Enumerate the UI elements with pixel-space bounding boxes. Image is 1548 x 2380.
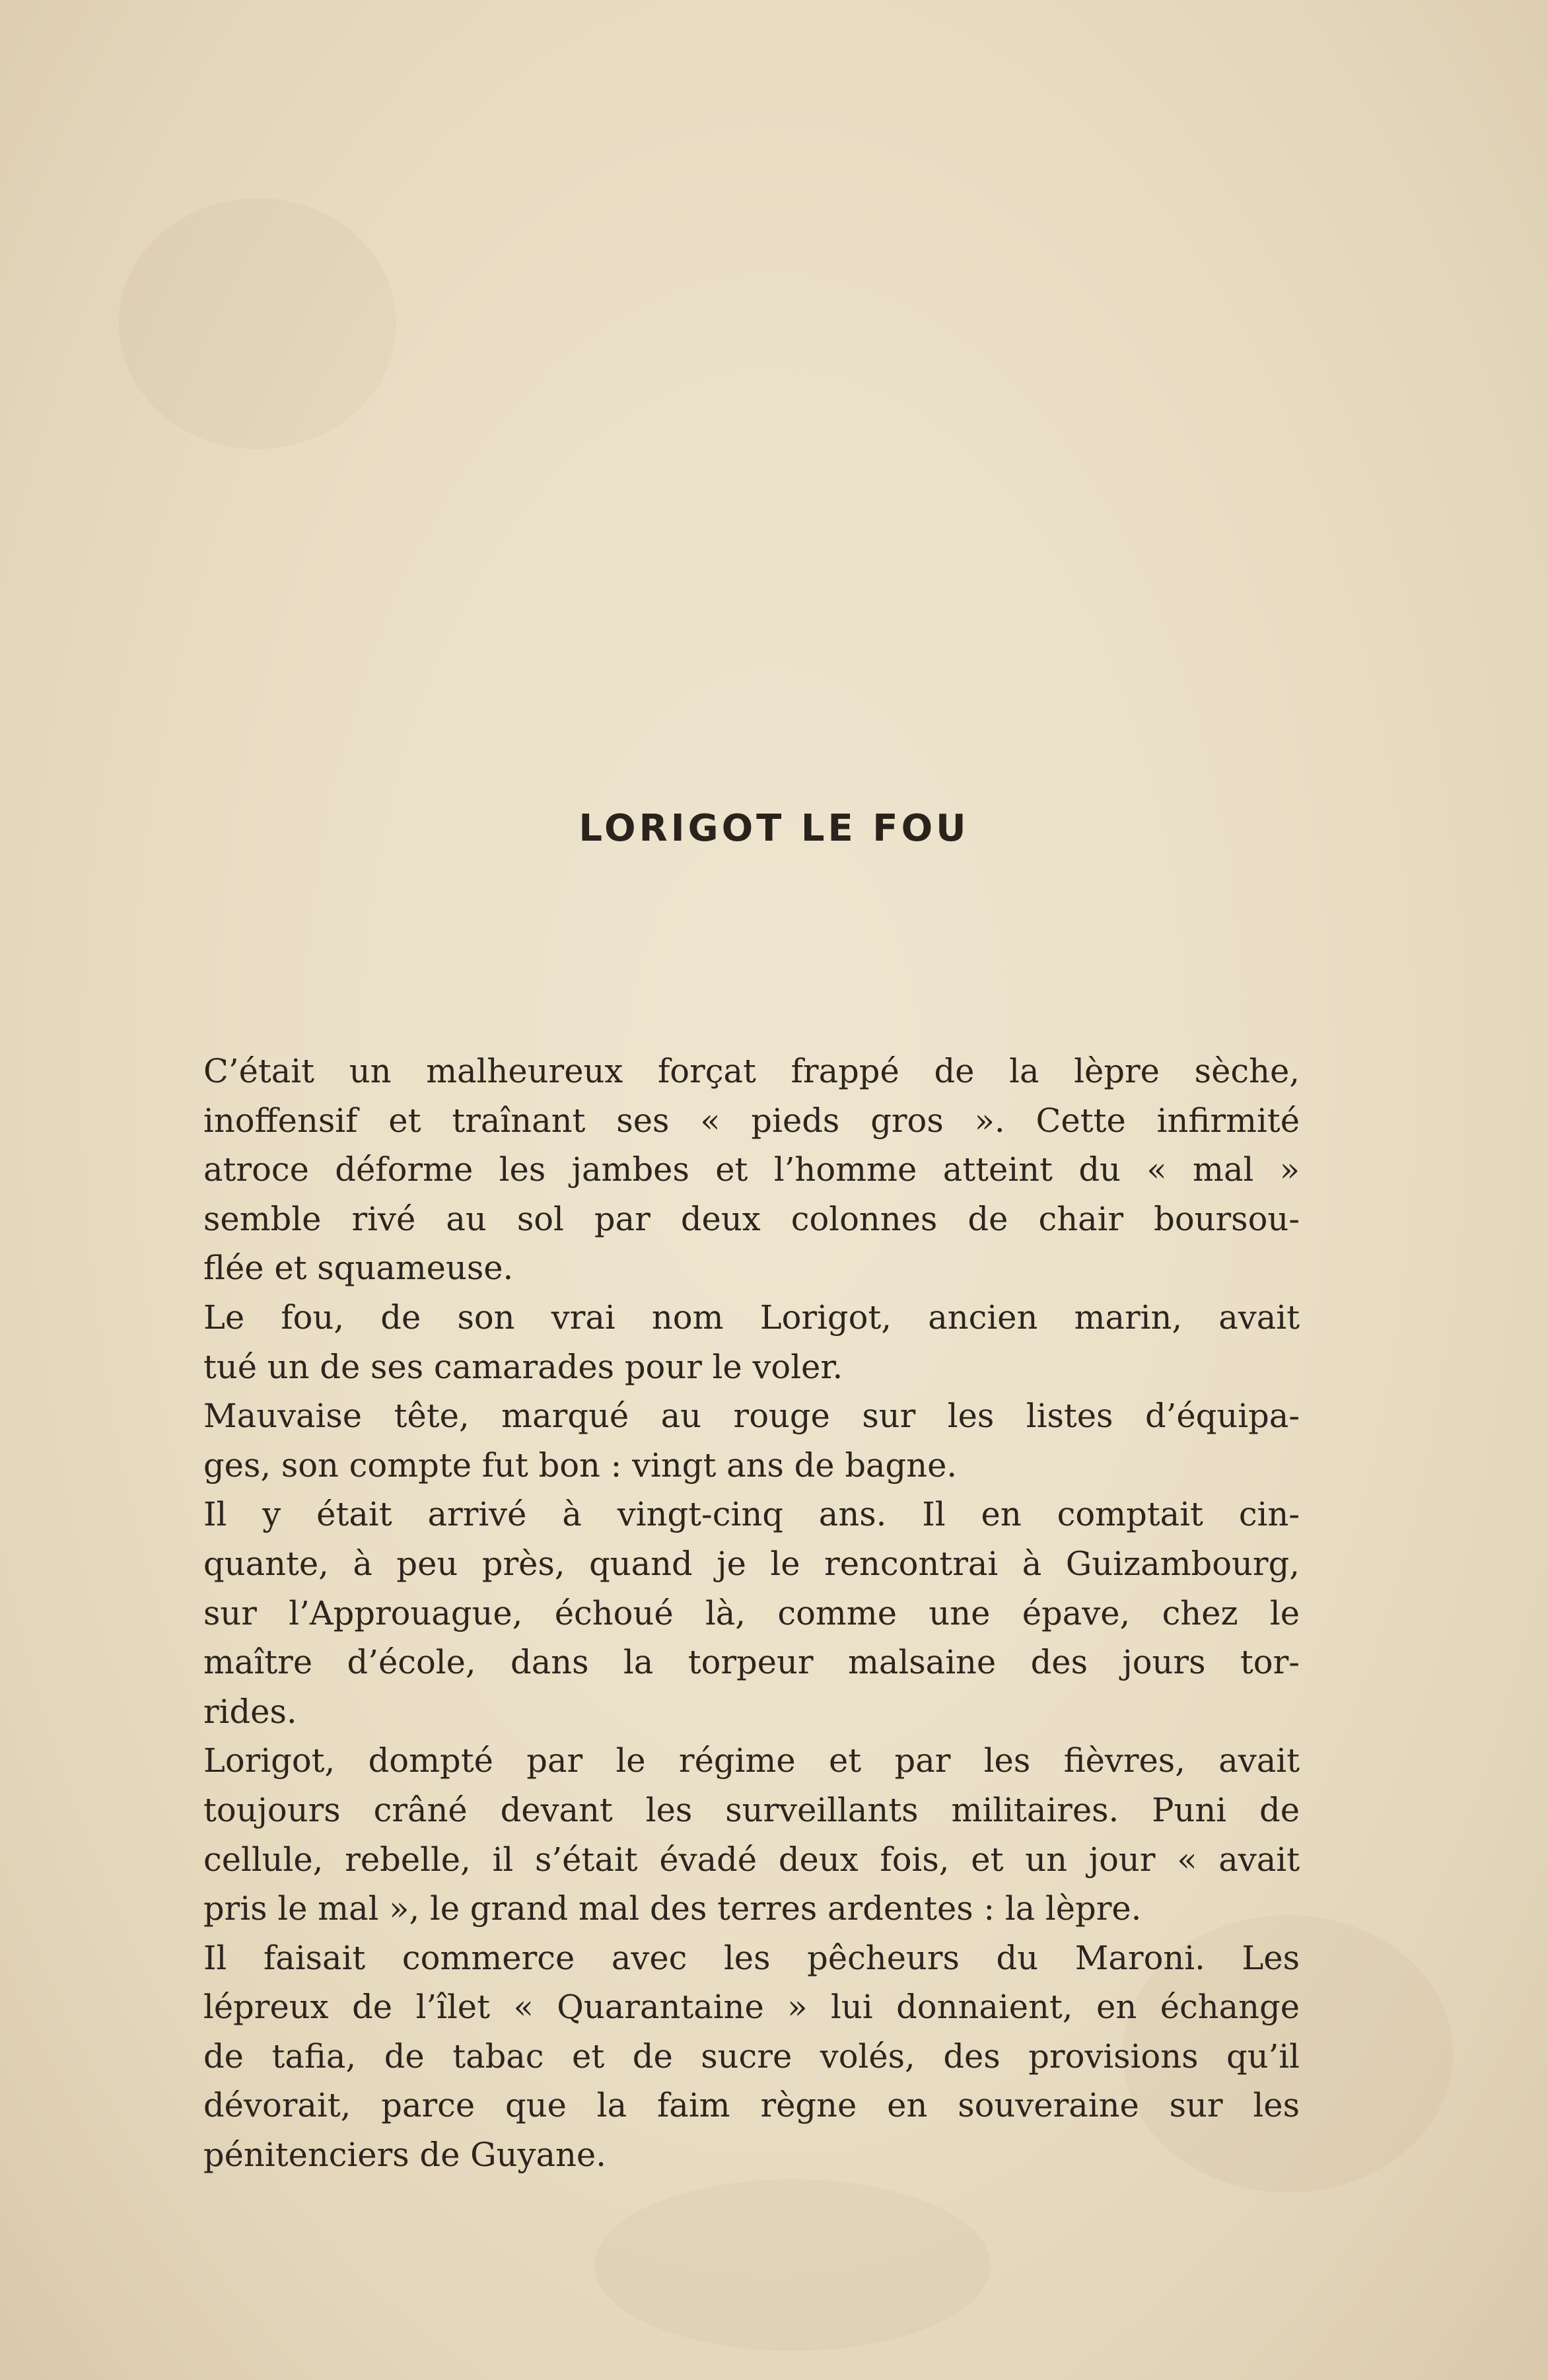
text-line: sur l’Approuague, échoué là, comme une épave, chez le [203,1593,1300,1632]
text-line: quante, à peu près, quand je le rencontrai à Guizambourg, [203,1544,1300,1583]
text-line: Mauvaise tête, marqué au rouge sur les listes d’équipa- [203,1397,1300,1436]
text-line: semble rivé au sol par deux colonnes de chair boursou- [203,1199,1300,1238]
text-line: rides. [203,1692,297,1731]
text-line: lépreux de l’îlet « Quarantaine » lui donnaient, en échange [203,1988,1300,2027]
text-line: pris le mal », le grand mal des terres ardentes : la lèpre. [203,1889,1142,1928]
text-line: Lorigot, dompté par le régime et par les fièvres, avait [203,1741,1300,1780]
text-line: Le fou, de son vrai nom Lorigot, ancien marin, avait [203,1298,1300,1337]
body-text [203,1047,1300,2180]
text-line: flée et squameuse. [203,1249,514,1288]
text-line: maître d’école, dans la torpeur malsaine des jours tor- [203,1643,1300,1682]
text-line: dévorait, parce que la faim règne en souveraine sur les [203,2086,1300,2125]
text-line: Il y était arrivé à vingt-cinq ans. Il en comptait cin- [203,1495,1300,1534]
paper-stain [119,198,396,449]
text-line: cellule, rebelle, il s’était évadé deux fois, et un jour « avait [203,1840,1300,1879]
text-line: C’était un malheureux forçat frappé de la lèpre sèche, [203,1052,1300,1090]
text-line: ges, son compte fut bon : vingt ans de bagne. [203,1446,958,1485]
text-line: inoffensif et traînant ses « pieds gros ». Cette infirmité [203,1101,1300,1140]
text-line: pénitenciers de Guyane. [203,2136,606,2175]
text-line: Il faisait commerce avec les pêcheurs du Maroni. Les [203,1938,1300,1977]
chapter-title: LORIGOT LE FOU [579,807,969,850]
text-line: toujours crâné devant les surveillants militaires. Puni de [203,1790,1300,1829]
text-line: tué un de ses camarades pour le voler. [203,1347,843,1386]
paper-stain [594,2179,991,2351]
text-line: atroce déforme les jambes et l’homme atteint du « mal » [203,1150,1300,1189]
text-line: de tafia, de tabac et de sucre volés, des provisions qu’il [203,2037,1300,2076]
